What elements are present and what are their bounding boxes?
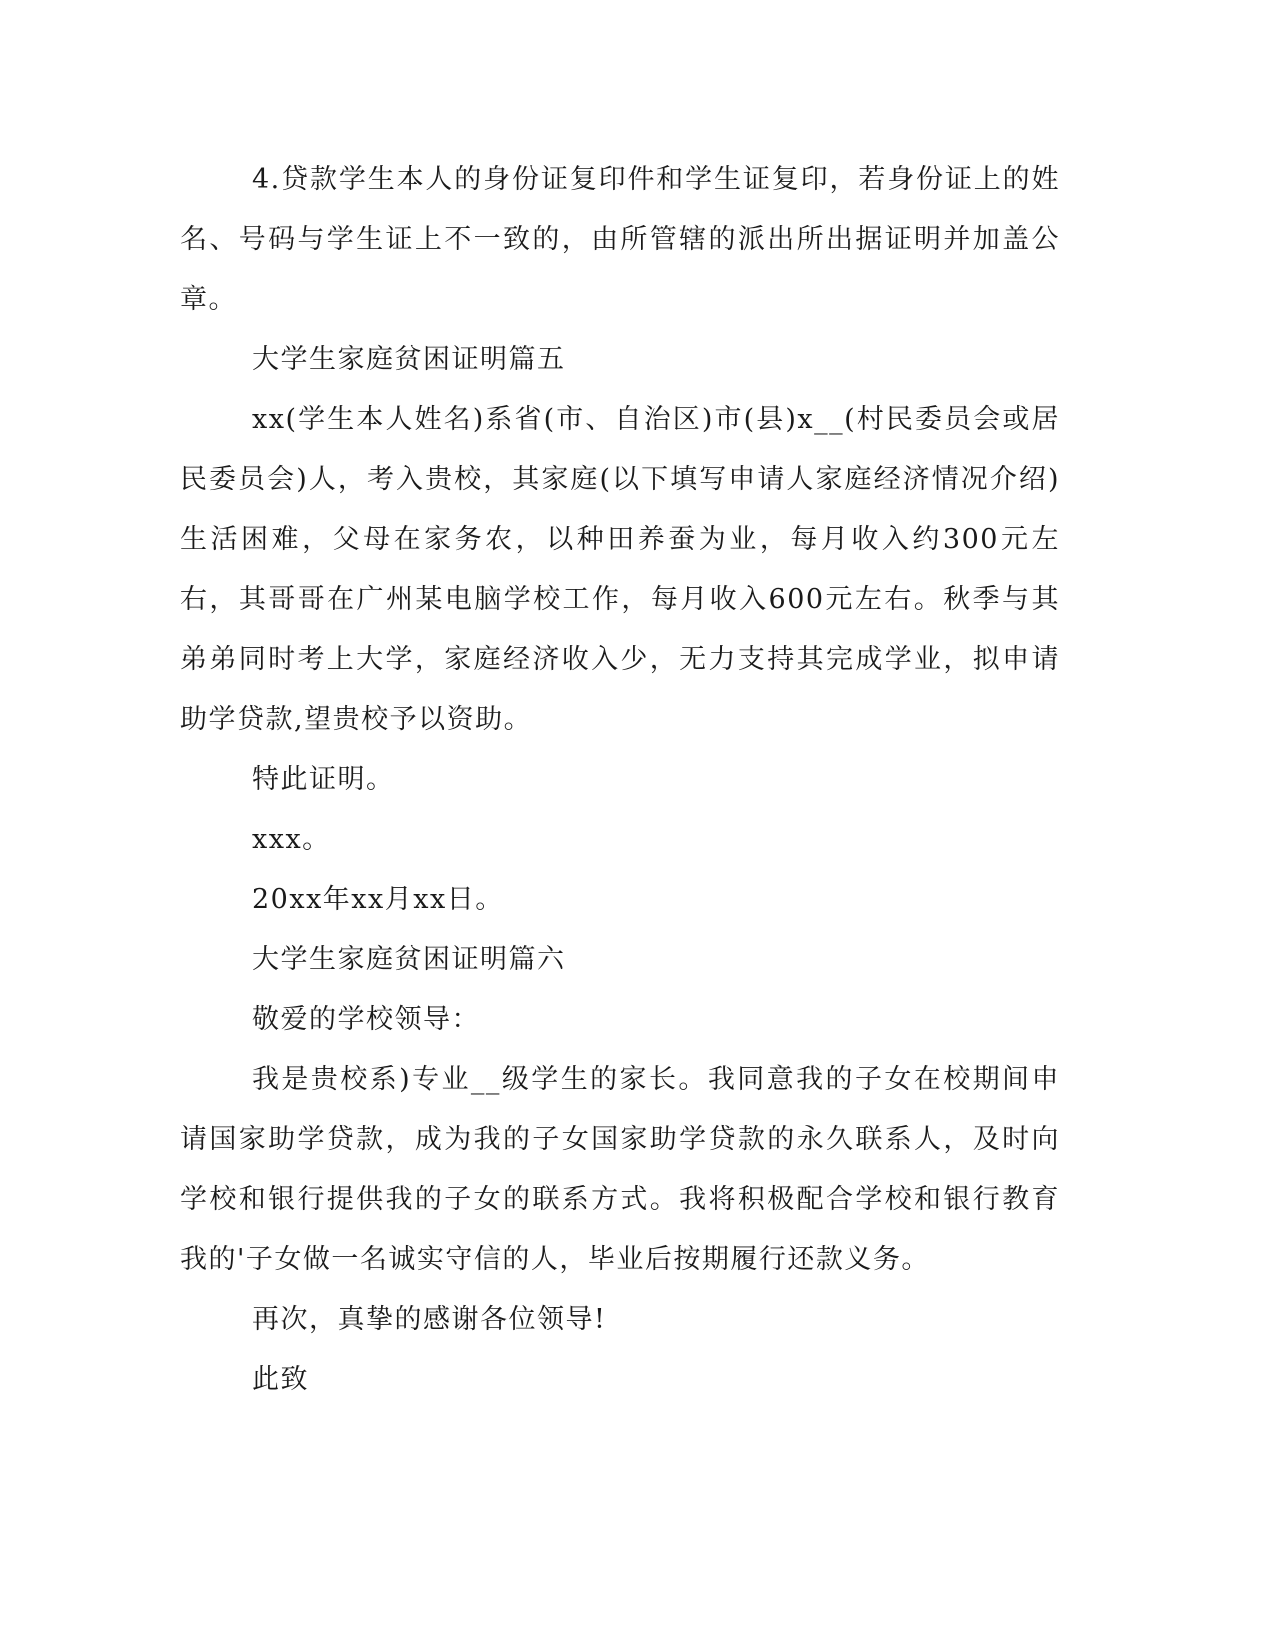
paragraph-thanks: 再次，真挚的感谢各位领导! (252, 1304, 607, 1335)
paragraph-id-card-requirement: 4.贷款学生本人的身份证复印件和学生证复印，若身份证上的姓名、号码与学生证上不一致的，由所管辖的派出所出据证明并加盖公章。 (180, 164, 1060, 315)
closing: 此致 (252, 1364, 309, 1395)
signature-date: 20xx年xx月xx日。 (252, 884, 504, 915)
document-body (180, 150, 1060, 1410)
signature-name: xxx。 (252, 824, 331, 855)
section-heading-5: 大学生家庭贫困证明篇五 (252, 344, 566, 375)
paragraph-family-situation: xx(学生本人姓名)系省(市、自治区)市(县)x__(村民委员会或居民委员会)人，考入贵校，其家庭(以下填写申请人家庭经济情况介绍)生活困难，父母在家务农，以种田养蚕为业，每月收入约300元左右，其哥哥在广州某电脑学校工作，每月收入600元左右。秋季与其弟弟同时考上大学，家庭经济收入少，无力支持其完成学业，拟申请助学贷款,望贵校予以资助。 (180, 404, 1060, 735)
paragraph-hereby-certify: 特此证明。 (252, 764, 395, 795)
section-heading-6: 大学生家庭贫困证明篇六 (252, 944, 566, 975)
paragraph-parent-consent: 我是贵校系)专业__级学生的家长。我同意我的子女在校期间申请国家助学贷款，成为我的子女国家助学贷款的永久联系人，及时向学校和银行提供我的子女的联系方式。我将积极配合学校和银行教育我的'子女做一名诚实守信的人，毕业后按期履行还款义务。 (180, 1064, 1060, 1275)
salutation: 敬爱的学校领导： (252, 1004, 480, 1035)
